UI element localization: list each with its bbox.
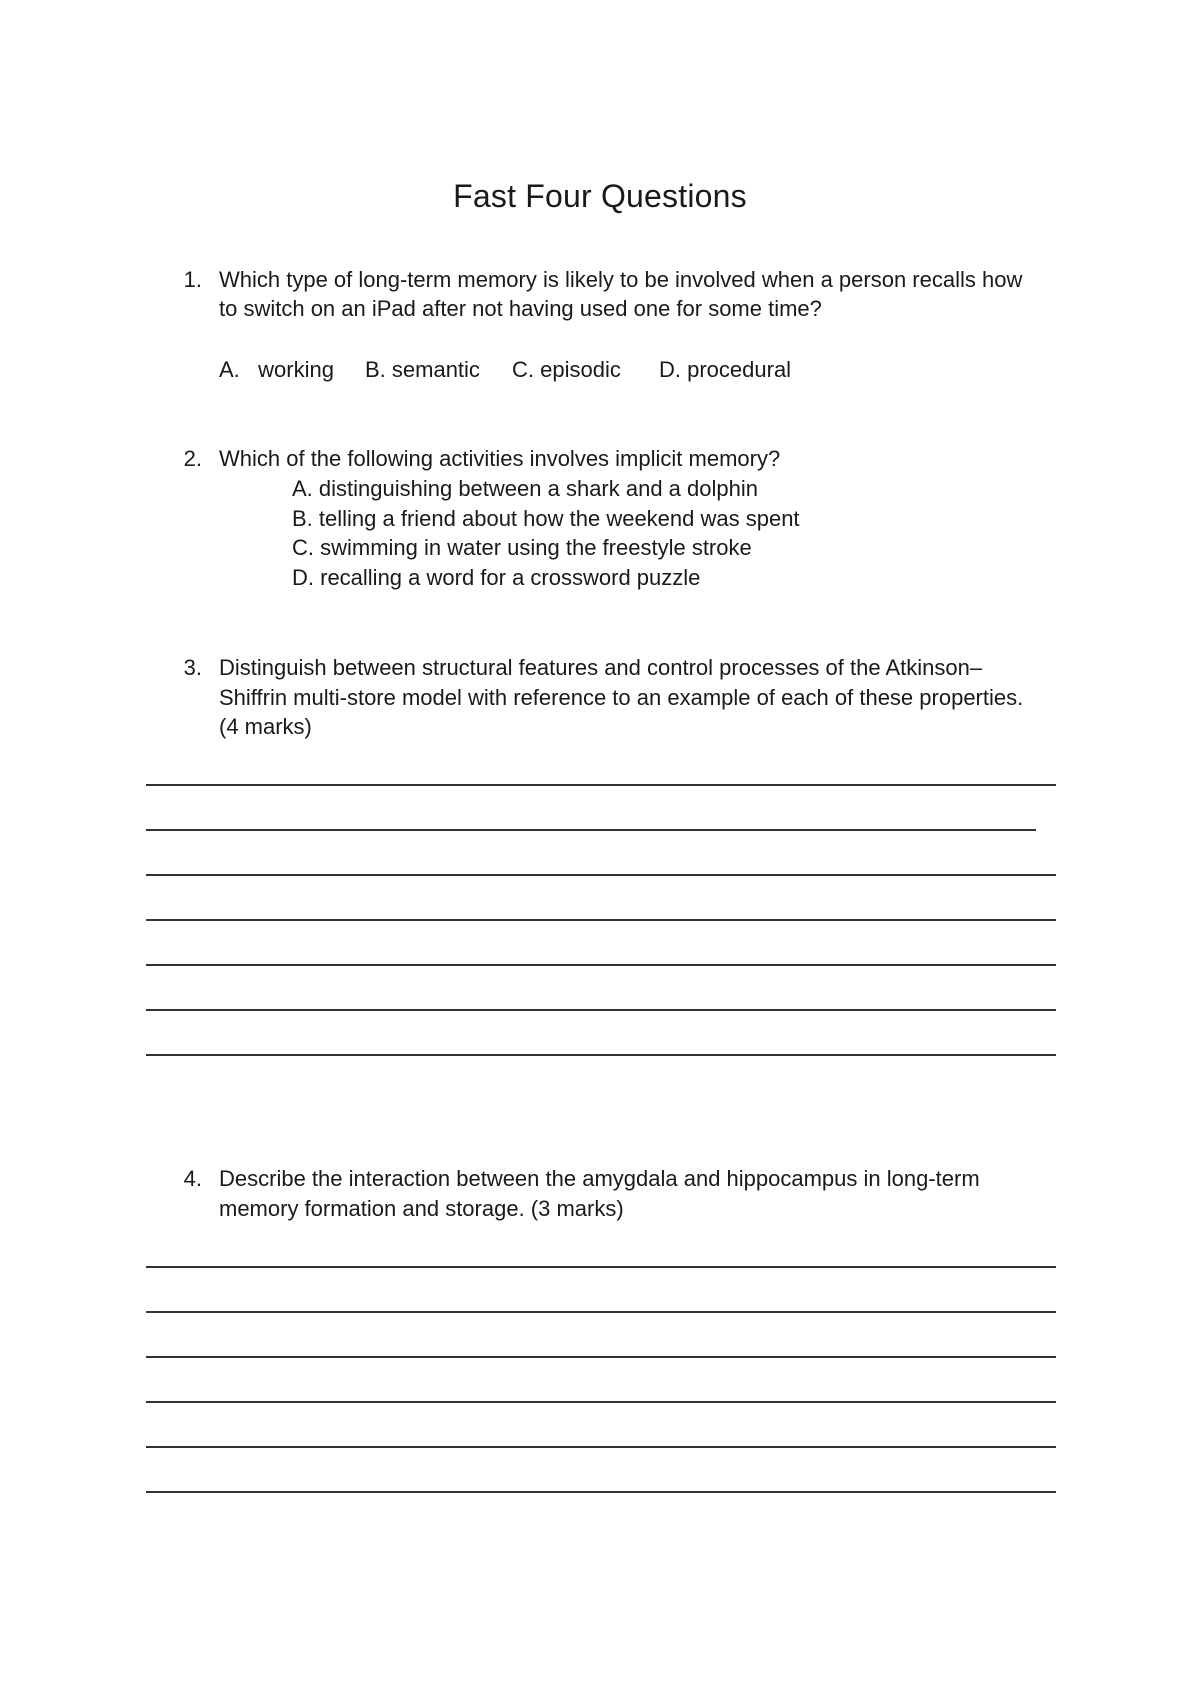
question-text-line: Which of the following activities involves implicit memory? bbox=[219, 446, 781, 471]
question-text-line: memory formation and storage. (3 marks) bbox=[219, 1196, 624, 1221]
answer-line[interactable] bbox=[146, 784, 1056, 786]
answer-line[interactable] bbox=[146, 1491, 1056, 1493]
answer-line[interactable] bbox=[146, 1446, 1056, 1448]
answer-line[interactable] bbox=[146, 1054, 1056, 1056]
option-b: B. telling a friend about how the weekend was spent bbox=[292, 506, 800, 531]
question-text-line: Which type of long-term memory is likely to be involved when a person recalls how bbox=[219, 267, 1023, 292]
answer-line[interactable] bbox=[146, 1356, 1056, 1358]
question-number: 3. bbox=[183, 655, 202, 680]
question-text-line: Shiffrin multi-store model with reference to an example of each of these properties. bbox=[219, 685, 1024, 710]
option-d: D. procedural bbox=[659, 357, 792, 382]
answer-line[interactable] bbox=[146, 1266, 1056, 1268]
answer-line[interactable] bbox=[146, 874, 1056, 876]
option-d: D. recalling a word for a crossword puzzle bbox=[292, 565, 701, 590]
question-text-line: Describe the interaction between the amygdala and hippocampus in long-term bbox=[219, 1166, 980, 1191]
answer-line[interactable] bbox=[146, 1401, 1056, 1403]
question-number: 4. bbox=[183, 1166, 202, 1191]
question-number: 2. bbox=[183, 446, 202, 471]
option-a: A. distinguishing between a shark and a dolphin bbox=[292, 476, 758, 501]
answer-line[interactable] bbox=[146, 964, 1056, 966]
page-title: Fast Four Questions bbox=[453, 178, 747, 214]
question-text-line: to switch on an iPad after not having used one for some time? bbox=[219, 296, 822, 321]
answer-line[interactable] bbox=[146, 1009, 1056, 1011]
option-a: A. working bbox=[219, 357, 334, 382]
answer-line[interactable] bbox=[146, 1311, 1056, 1313]
answer-line[interactable] bbox=[146, 919, 1056, 921]
question-text-line: (4 marks) bbox=[219, 714, 312, 739]
option-c: C. swimming in water using the freestyle stroke bbox=[292, 535, 752, 560]
option-c: C. episodic bbox=[512, 357, 621, 382]
question-text-line: Distinguish between structural features and control processes of the Atkinson– bbox=[219, 655, 983, 680]
answer-line[interactable] bbox=[146, 829, 1036, 831]
option-b: B. semantic bbox=[365, 357, 480, 382]
question-number: 1. bbox=[183, 267, 202, 292]
